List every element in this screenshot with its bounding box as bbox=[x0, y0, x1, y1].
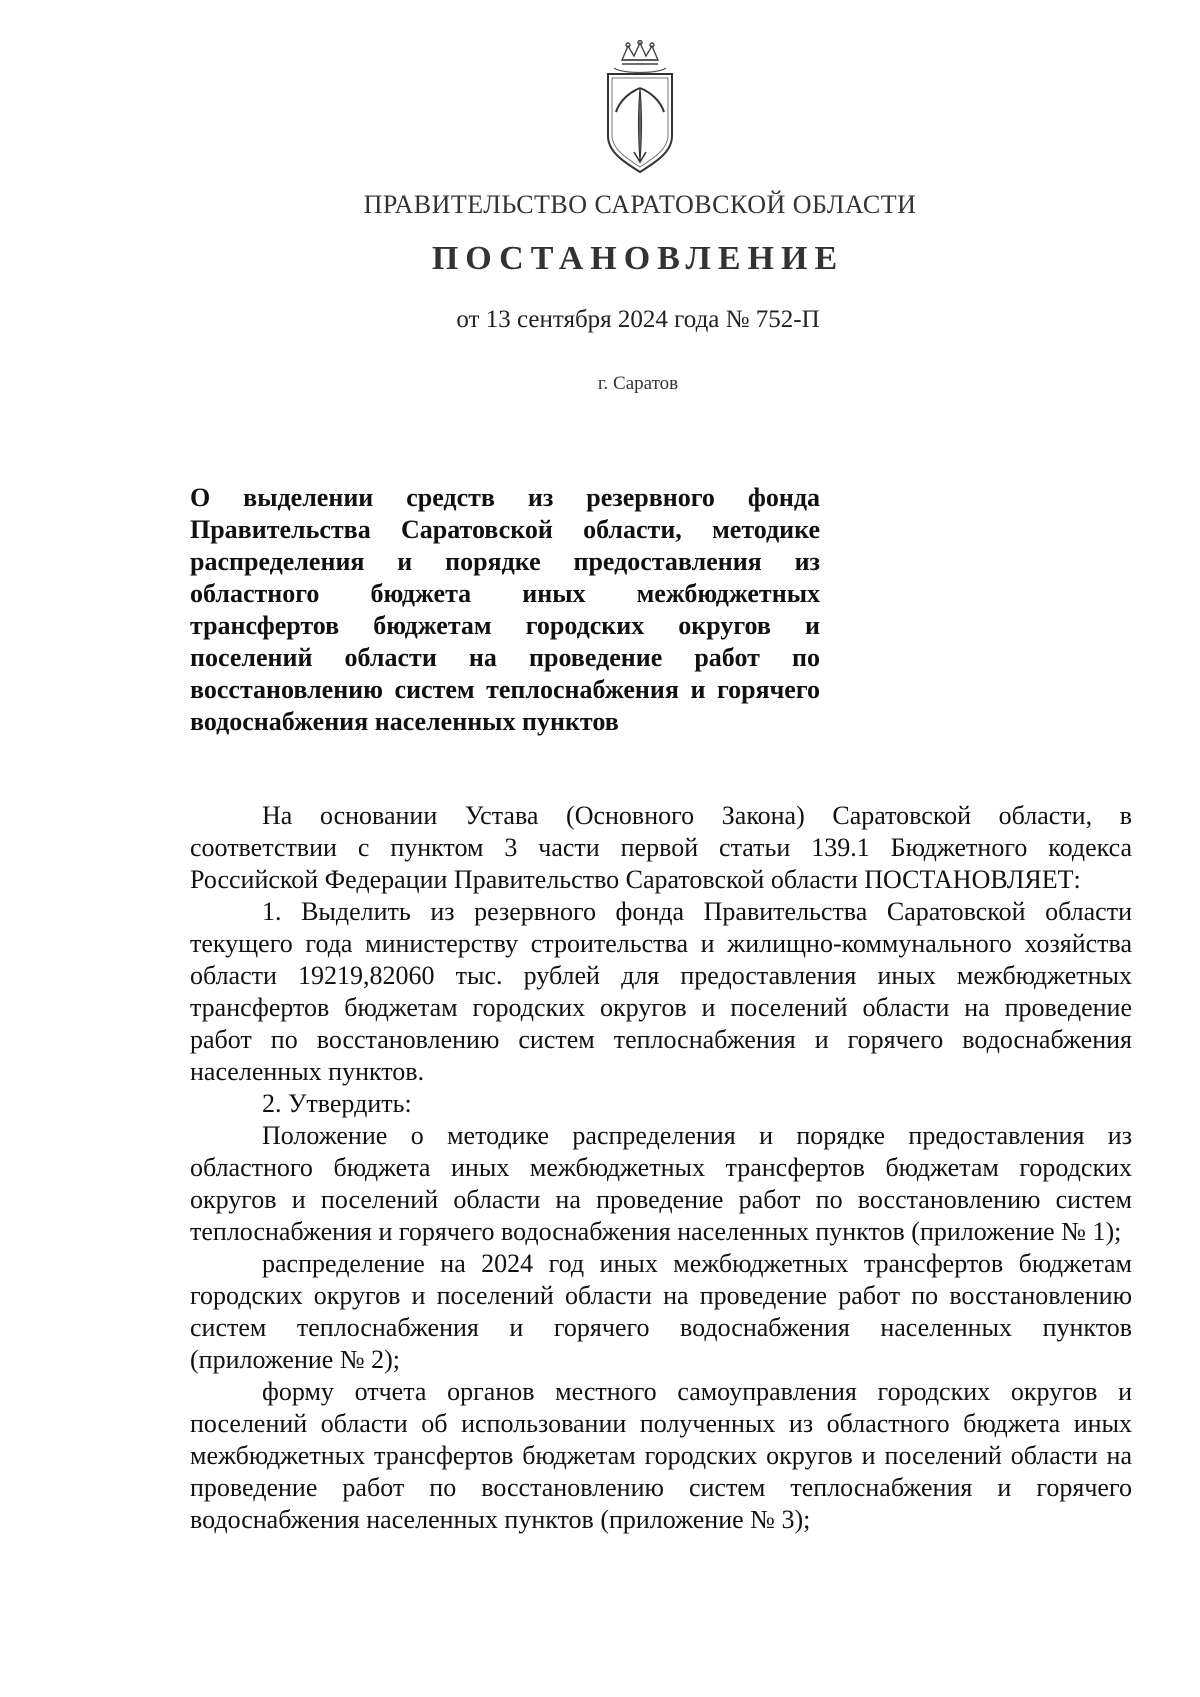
paragraph-item-1: 1. Выделить из резервного фонда Правительства Саратовской области текущего года министерству строительства и жилищно-коммунального хозяйства области 19219,82060 тыс. рублей для предоставления иных межбюджетных трансфертов бюджетам городских округов и поселений области на проведение работ по восстановлению систем теплоснабжения и горячего водоснабжения населенных пунктов. bbox=[190, 897, 1132, 1086]
coat-of-arms-icon bbox=[598, 40, 682, 174]
paragraph-appendix-1: Положение о методике распределения и порядке предоставления из областного бюджета иных межбюджетных трансфертов бюджетам городских округов и поселений области на проведение работ по восстановлению систем теплоснабжения и горячего водоснабжения населенных пунктов (приложение № 1); bbox=[190, 1121, 1132, 1246]
document-city: г. Саратов bbox=[597, 373, 679, 394]
paragraph-item-2: 2. Утвердить: bbox=[262, 1089, 412, 1118]
paragraph-appendix-3: форму отчета органов местного самоуправления городских округов и поселений области об использовании полученных из областного бюджета иных межбюджетных трансфертов бюджетам городских округов и поселений области на проведение работ по восстановлению систем теплоснабжения и горячего водоснабжения населенных пунктов (приложение № 3); bbox=[190, 1377, 1132, 1534]
document-type-title: ПОСТАНОВЛЕНИЕ bbox=[431, 240, 845, 277]
paragraph-basis: На основании Устава (Основного Закона) Саратовской области, в соответствии с пунктом 3 части первой статьи 139.1 Бюджетного кодекса Российской Федерации Правительство Саратовской области ПОСТАНОВЛЯЕТ: bbox=[190, 801, 1132, 894]
paragraph-appendix-2: распределение на 2024 год иных межбюджетных трансфертов бюджетам городских округов и поселений области на проведение работ по восстановлению систем теплоснабжения и горячего водоснабжения населенных пунктов (приложение № 2); bbox=[190, 1249, 1132, 1374]
document-body bbox=[190, 800, 1132, 1536]
document-date-number: от 13 сентября 2024 года № 752-П bbox=[456, 306, 820, 333]
document-subject: О выделении средств из резервного фонда Правительства Саратовской области, методике распределения и порядке предоставления из областного бюджета иных межбюджетных трансфертов бюджетам городских округов и поселений области на проведение работ по восстановлению систем теплоснабжения и горячего водоснабжения населенных пунктов bbox=[190, 483, 820, 736]
government-name: ПРАВИТЕЛЬСТВО САРАТОВСКОЙ ОБЛАСТИ bbox=[363, 190, 917, 219]
